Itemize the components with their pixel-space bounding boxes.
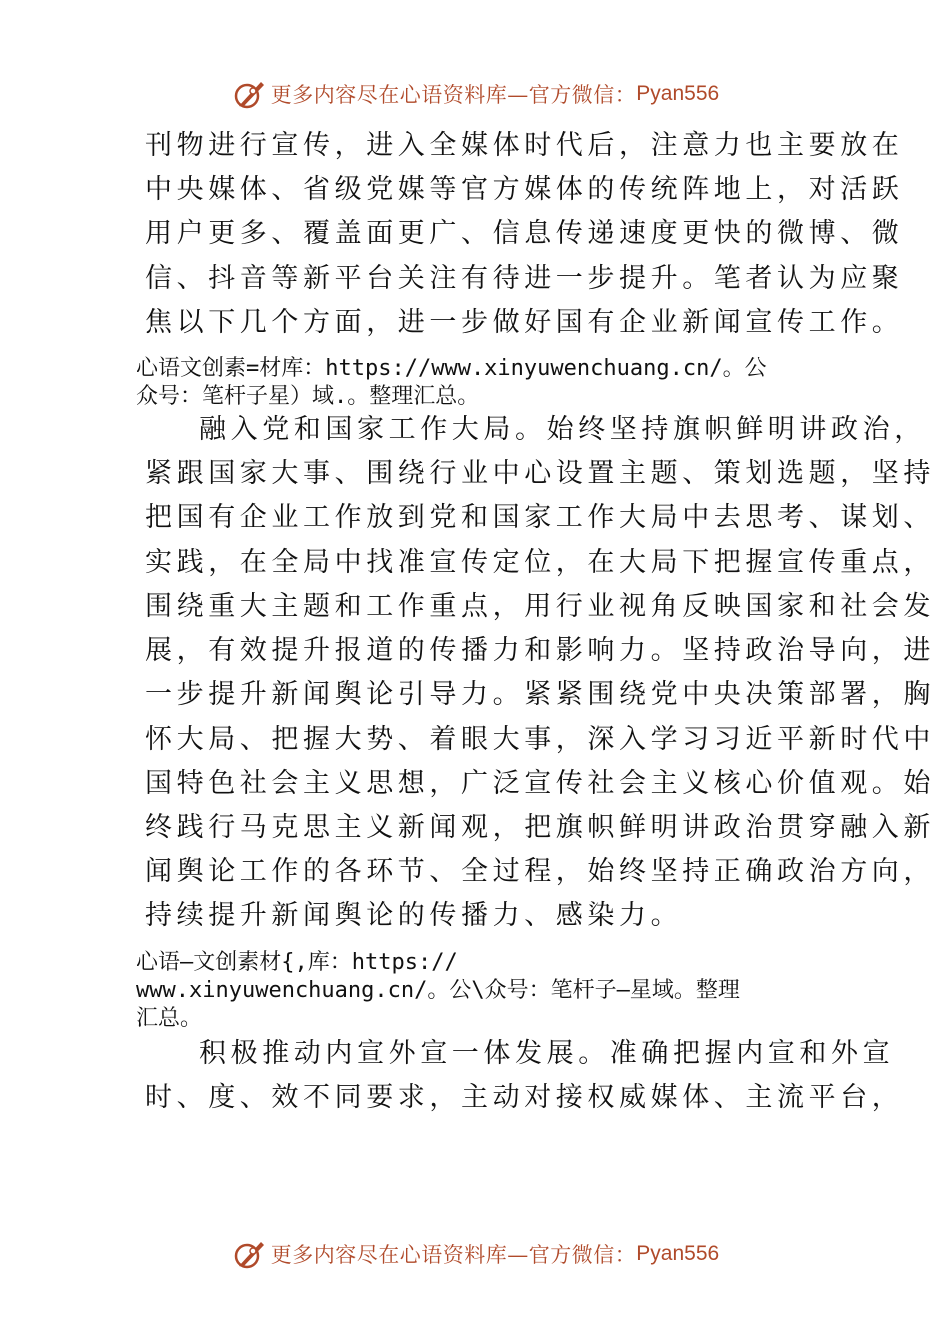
body-line: 实践，在全局中找准宣传定位，在大局下把握宣传重点，: [145, 547, 935, 578]
quill-logo-icon: [231, 1236, 267, 1272]
body-line: 一步提升新闻舆论引导力。紧紧围绕党中央决策部署，胸: [145, 679, 935, 710]
watermark-line: 众号：笔杆子星）域.。整理汇总。: [136, 384, 480, 409]
watermark-line: www.xinyuwenchuang.cn/。公\众号：笔杆子—星域。整理: [136, 978, 740, 1003]
watermark-line: 心语—文创素材{,库：https://: [136, 950, 458, 975]
body-line: 焦以下几个方面，进一步做好国有企业新闻宣传工作。: [145, 307, 904, 338]
body-line: 紧跟国家大事、围绕行业中心设置主题、策划选题，坚持: [145, 458, 935, 489]
header-text: 更多内容尽在心语资料库—官方微信：: [270, 83, 637, 107]
footer-text: 更多内容尽在心语资料库—官方微信：: [270, 1243, 637, 1267]
header-wechat-id: Pyan556: [636, 82, 720, 105]
body-line: 怀大局、把握大势、着眼大事，深入学习习近平新时代中: [145, 724, 935, 755]
footer-wechat-id: Pyan556: [636, 1242, 720, 1265]
body-line: 终践行马克思主义新闻观，把旗帜鲜明讲政治贯穿融入新: [145, 812, 935, 843]
body-line: 用户更多、覆盖面更广、信息传递速度更快的微博、微: [145, 218, 904, 249]
body-line: 刊物进行宣传，进入全媒体时代后，注意力也主要放在: [145, 130, 904, 161]
body-line: 闻舆论工作的各环节、全过程，始终坚持正确政治方向，: [145, 856, 935, 887]
body-line: 中央媒体、省级党媒等官方媒体的传统阵地上，对活跃: [145, 174, 904, 205]
body-line: 积极推动内宣外宣一体发展。准确把握内宣和外宣: [199, 1038, 895, 1069]
body-line: 国特色社会主义思想，广泛宣传社会主义核心价值观。始: [145, 768, 935, 799]
header-banner: [0, 74, 950, 114]
body-line: 时、度、效不同要求，主动对接权威媒体、主流平台，: [145, 1082, 904, 1113]
body-line: 持续提升新闻舆论的传播力、感染力。: [145, 900, 683, 931]
body-line: 融入党和国家工作大局。始终坚持旗帜鲜明讲政治，: [199, 414, 926, 445]
watermark-line: 心语文创素=材库：https://www.xinyuwenchuang.cn/。公: [136, 356, 767, 381]
footer-banner: [0, 1234, 950, 1274]
watermark-line: 汇总。: [136, 1006, 203, 1031]
body-line: 围绕重大主题和工作重点，用行业视角反映国家和社会发: [145, 591, 935, 622]
body-line: 信、抖音等新平台关注有待进一步提升。笔者认为应聚: [145, 263, 904, 294]
body-line: 展，有效提升报道的传播力和影响力。坚持政治导向，进: [145, 635, 935, 666]
body-line: 把国有企业工作放到党和国家工作大局中去思考、谋划、: [145, 502, 935, 533]
quill-logo-icon: [231, 76, 267, 112]
